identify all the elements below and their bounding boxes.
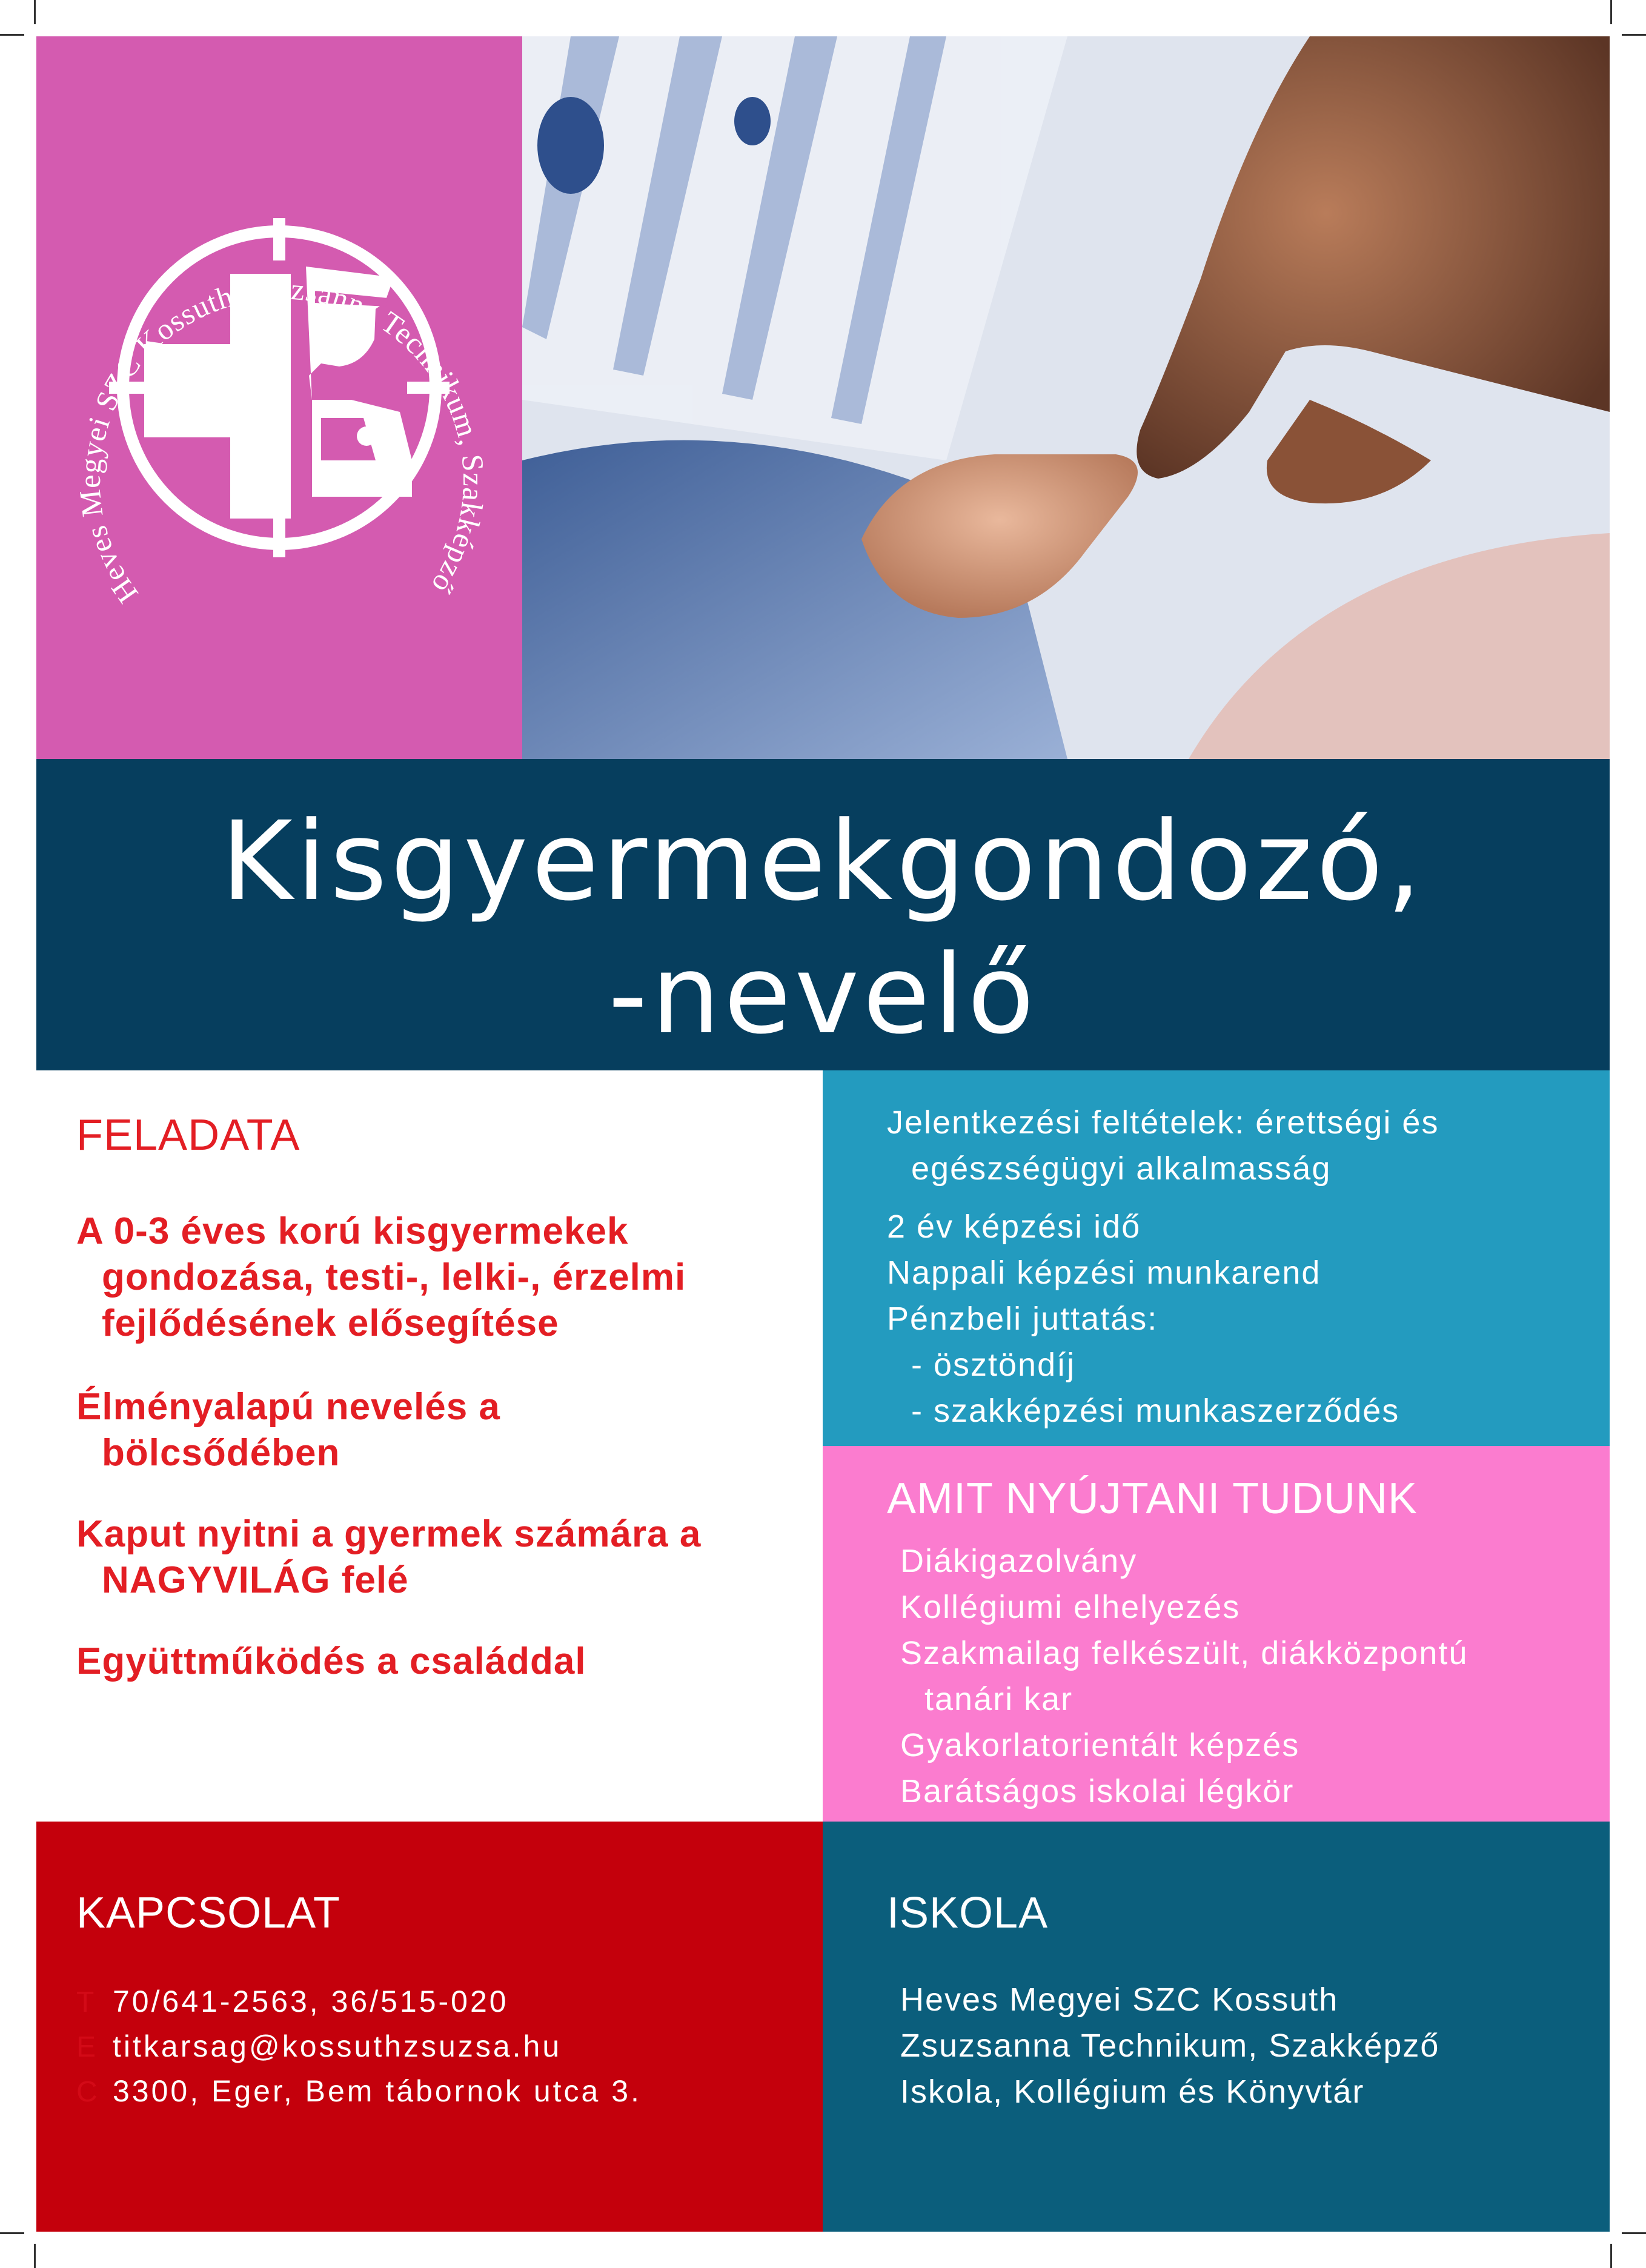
task-item bbox=[76, 1209, 815, 1347]
cross-and-officer-logo-icon bbox=[109, 218, 450, 557]
conditions-line: - szakképzési munkaszerződés bbox=[911, 1393, 1400, 1429]
contact-address: 3300, Eger, Bem tábornok utca 3. bbox=[113, 2074, 642, 2108]
task-item-text: Élményalapú nevelés a bbox=[76, 1386, 500, 1428]
task-item-text: A 0-3 éves korú kisgyermekek bbox=[76, 1210, 629, 1252]
conditions-section bbox=[823, 1070, 1610, 1446]
conditions-line: Jelentkezési feltételek: érettségi és bbox=[887, 1104, 1439, 1141]
task-item-text: gondozása, testi-, lelki-, érzelmi bbox=[102, 1256, 686, 1298]
page-title-line-1: Kisgyermekgondozó, bbox=[221, 798, 1425, 925]
task-item-text: Együttműködés a családdal bbox=[76, 1640, 586, 1682]
crop-mark bbox=[0, 34, 24, 36]
contact-letter: C bbox=[76, 2076, 100, 2108]
feladata-heading: FELADATA bbox=[76, 1111, 300, 1159]
conditions-text bbox=[887, 1099, 1602, 1434]
offer-section bbox=[823, 1446, 1610, 1822]
contact-phone[interactable]: 70/641-2563, 36/515-020 bbox=[113, 1984, 509, 2018]
school-heading: ISKOLA bbox=[887, 1889, 1049, 1937]
contact-email[interactable]: titkarsag@kossuthzsuzsa.hu bbox=[113, 2029, 562, 2063]
contact-phone-row bbox=[76, 1986, 509, 2017]
crop-mark bbox=[0, 2232, 24, 2234]
logo-ring-text: Heves Megyei SZC Kossuth Zsuzsanna Technikum, Szakképző bbox=[72, 271, 491, 610]
crop-mark bbox=[1622, 2232, 1646, 2234]
school-name bbox=[900, 1977, 1603, 2115]
school-name-line: Zsuzsanna Technikum, Szakképző bbox=[900, 2028, 1440, 2064]
crop-mark bbox=[1622, 34, 1646, 36]
conditions-line: Nappali képzési munkarend bbox=[887, 1255, 1321, 1291]
school-name-line: Heves Megyei SZC Kossuth bbox=[900, 1981, 1339, 2018]
conditions-line: egészségügyi alkalmasság bbox=[911, 1150, 1332, 1187]
crop-mark bbox=[1610, 0, 1612, 24]
contact-letter: E bbox=[76, 2031, 99, 2063]
list-item: Gyakorlatorientált képzés bbox=[900, 1727, 1300, 1763]
contact-letter: T bbox=[76, 1986, 97, 2018]
title-band bbox=[36, 759, 1610, 1070]
school-name-line: Iskola, Kollégium és Könyvtár bbox=[900, 2074, 1365, 2110]
page-title-line-2: -nevelő bbox=[608, 932, 1038, 1058]
contact-email-row bbox=[76, 2031, 562, 2062]
conditions-line: Pénzbeli juttatás: bbox=[887, 1301, 1158, 1337]
list-item: Kollégiumi elhelyezés bbox=[900, 1589, 1241, 1625]
task-item-text: Kaput nyitni a gyermek számára a bbox=[76, 1513, 702, 1555]
conditions-line: 2 év képzési idő bbox=[887, 1209, 1141, 1245]
conditions-line: - ösztöndíj bbox=[911, 1347, 1076, 1383]
list-item: Barátságos iskolai légkör bbox=[900, 1773, 1295, 1809]
offer-heading: AMIT NYÚJTANI TUDUNK bbox=[887, 1474, 1418, 1523]
task-item-text: bölcsődében bbox=[102, 1432, 340, 1474]
task-item-text: NAGYVILÁG felé bbox=[102, 1559, 409, 1601]
contact-section bbox=[36, 1822, 823, 2232]
list-item: Szakmailag felkészült, diákközpontú bbox=[900, 1635, 1468, 1671]
task-item-text: fejlődésének elősegítése bbox=[102, 1302, 559, 1344]
task-item bbox=[76, 1639, 815, 1685]
logo-panel bbox=[36, 36, 522, 759]
photo-illustration bbox=[522, 36, 1610, 759]
task-item bbox=[76, 1511, 815, 1603]
crop-mark bbox=[34, 2244, 36, 2268]
crop-mark bbox=[1610, 2244, 1612, 2268]
task-item bbox=[76, 1384, 815, 1476]
list-item: tanári kar bbox=[924, 1681, 1074, 1717]
contact-address-row bbox=[76, 2076, 642, 2107]
contact-heading: KAPCSOLAT bbox=[76, 1889, 340, 1937]
feladata-section bbox=[36, 1070, 823, 1822]
baby-hand-holding-adult-finger-photo bbox=[522, 36, 1610, 759]
offer-list bbox=[900, 1538, 1603, 1814]
list-item: Diákigazolvány bbox=[900, 1543, 1138, 1579]
school-section bbox=[823, 1822, 1610, 2232]
crop-mark bbox=[34, 0, 36, 24]
school-logo bbox=[36, 36, 522, 759]
